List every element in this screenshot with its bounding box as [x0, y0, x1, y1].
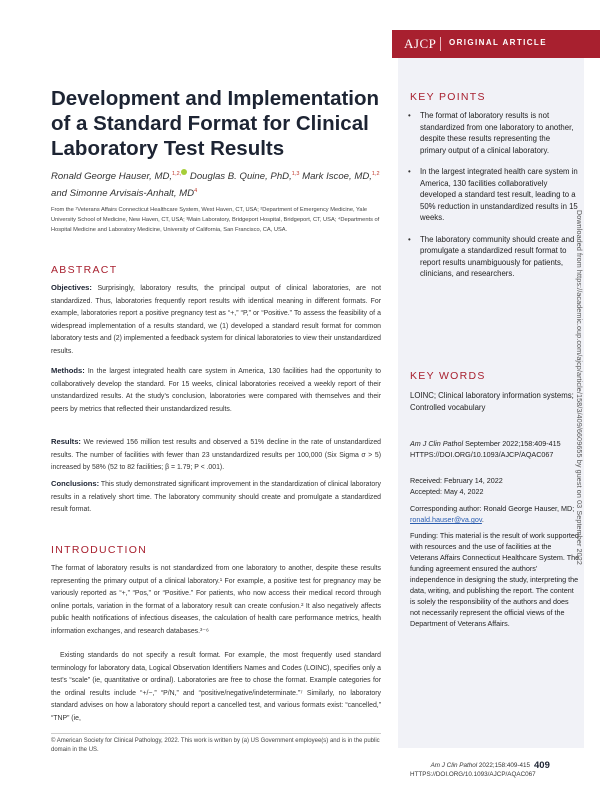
results-text: We reviewed 156 million test results and observed a 51% decline in the rate of unstandardized results. The number of facilities with fewer than 23 unstandardized results per 100,000 (Six Sigma σ > 5) increased by 58% (52 to 82 facilities; β = 1.79; P < .001). — [51, 439, 381, 472]
abstract-conclusions — [51, 478, 381, 517]
abstract-methods — [51, 365, 381, 416]
abstract-heading: ABSTRACT — [51, 264, 118, 276]
methods-label: Methods: — [51, 366, 85, 375]
funding-statement: Funding: This material is the result of work supported with resources and the use of facilities at the Veterans Affairs Connecticut Healthcare System. The funding agreement ensured the authors’ independence in designing the study, interpreting the data, writing, and publishing the report. The content is solely the responsibility of the authors and does not necessarily represent the official views of the Department of Veterans Affairs. — [410, 531, 580, 628]
methods-text: In the largest integrated health care system in America, 130 facilities had the opportunity to collaboratively develop the standard. For 15 weeks, clinical laboratories received a weekly report of their unstandardized results. At the study’s conclusion, laboratories were compared with themselves and their peers by metrics that reflected their unstandardized results. — [51, 368, 381, 413]
author-name: Douglas B. Quine, PhD, — [187, 171, 292, 183]
results-label: Results: — [51, 437, 81, 446]
key-words-heading: KEY WORDS — [410, 370, 486, 382]
author-name: Ronald George Hauser, MD, — [51, 171, 173, 183]
abstract-results — [51, 436, 381, 475]
header-divider — [440, 37, 441, 51]
corresponding-text: Corresponding author: Ronald George Hauser, MD; — [410, 504, 575, 513]
download-watermark-text: Downloaded from https://academic.oup.com/ajcp/article/158/3/409/6609655 by guest on 03 September 2022 — [575, 210, 584, 565]
page-number: 409 — [534, 760, 550, 771]
abstract-objectives — [51, 282, 381, 359]
introduction-paragraph: The format of laboratory results is not standardized from one laboratory to another, despite these results representing the primary output of a clinical laboratory.¹ For example, a positive test for pregnancy may be variously reported as “+,” “Pos,” or “Positive.” For patients, who now access their medical record through online portals, variation in the format of a laboratory result can create confusion.² It also negatively affects public health notifications of infectious diseases, the calculation of health care performance metrics, health information exchanges, and research databases.³⁻⁶ — [51, 565, 381, 635]
key-point: • The laboratory community should create and promulgate a standardized result format to report results unambiguously for patients, clinicians, and researchers. — [408, 234, 578, 280]
affiliations: From the ¹Veterans Affairs Connecticut Healthcare System, West Haven, CT, USA; ²Department of Emergency Medicine, Yale University School of Medicine, New Haven, CT, USA; ³Main Laboratory, Bridgeport Hospital, Bridgeport, CT, USA; ⁴Departments of Hospital Medicine and Laboratory Medicine, University of California, San Francisco, CA, USA. — [51, 207, 380, 234]
copyright-notice: © American Society for Clinical Pathology, 2022. This work is written by (a) US Government employee(s) and is in the public domain in the US. — [51, 738, 380, 753]
author-affiliation-marker: 4 — [194, 188, 198, 195]
dates-block — [410, 475, 580, 497]
author-list — [51, 167, 381, 201]
download-watermark — [574, 210, 588, 650]
corresponding-author — [410, 503, 580, 525]
citation-details: September 2022;158:409-415 — [463, 439, 561, 448]
key-point: • In the largest integrated health care system in America, 130 facilities collaboratively developed a standard test result, leading to a 50% reduction in unstandardized results in 15 weeks. — [408, 166, 578, 224]
objectives-text: Surprisingly, laboratory results, the principal output of clinical laboratories, are not standardized. Thus, laboratories frequently report results with identical meaning in different formats. For example, laboratories report a positive pregnancy test as “+,” “P,” or “Positive.” To assess the feasibility of a widespread implementation of a results standard, we (1) developed a standard result format for common laboratory tests and (2) implemented a feedback system for clinical laboratories to view their unstandardized results. — [51, 285, 381, 355]
author-affiliation-marker: 1,3 — [291, 171, 300, 177]
key-points-list — [408, 110, 578, 290]
email-link[interactable]: ronald.hauser@va.gov — [410, 515, 482, 524]
footer-doi[interactable]: HTTPS://DOI.ORG/10.1093/AJCP/AQAC067 — [410, 771, 536, 778]
footer-volume: 2022;158:409-415 — [477, 762, 530, 769]
key-words: LOINC; Clinical laboratory information systems; Controlled vocabulary — [410, 391, 574, 412]
corresponding-end: . — [481, 515, 484, 524]
received-date: Received: February 14, 2022 — [410, 476, 503, 485]
journal-logo: AJCP — [404, 36, 437, 51]
citation-block — [410, 438, 580, 460]
author-affiliation-marker: 1,2 — [371, 171, 380, 177]
conclusions-label: Conclusions: — [51, 479, 100, 488]
conclusions-text: This study demonstrated significant improvement in the standardization of clinical laboratory results in a relatively short time. The laboratory community should create and promulgate a standardized result format. — [51, 481, 381, 514]
footer-citation — [410, 761, 536, 779]
author-name: Mark Iscoe, MD, — [299, 171, 372, 183]
objectives-label: Objectives: — [51, 283, 92, 292]
introduction-paragraph: Existing standards do not specify a result format. For example, the most frequently used standard terminology for laboratory data, Logical Observation Identifiers Names and Codes (LOINC), specifies only a test’s “scale” (ie, quantitative or ordinal). Laboratories are free to chose the format. Example categories for the ordinal results include “+/−,” “P/N,” and “positive/negative/indeterminate.”⁷ Similarly, no laboratory standard advises on how a laboratory should report a cancelled test, and various formats exist: “cancelled,” “TNP” (ie, — [51, 652, 381, 722]
key-points-heading: KEY POINTS — [410, 91, 486, 103]
author-name: and Simonne Arvisais-Anhalt, MD — [51, 188, 195, 200]
doi-link[interactable]: HTTPS://DOI.ORG/10.1093/AJCP/AQAC067 — [410, 450, 554, 459]
journal-header-bar — [392, 30, 600, 58]
footer-divider — [51, 733, 381, 734]
author-affiliation-marker: 1,2, — [172, 171, 182, 177]
article-title: Development and Implementation of a Standard Format for Clinical Laboratory Test Results — [51, 87, 380, 160]
introduction-heading: INTRODUCTION — [51, 544, 148, 556]
citation-journal: Am J Clin Pathol — [410, 439, 464, 448]
footer-journal: Am J Clin Pathol — [430, 762, 478, 769]
article-type-label: ORIGINAL ARTICLE — [449, 38, 547, 47]
key-point: • The format of laboratory results is not standardized from one laboratory to another, despite these results representing the primary output of a clinical laboratory. — [408, 110, 578, 156]
accepted-date: Accepted: May 4, 2022 — [410, 487, 484, 496]
